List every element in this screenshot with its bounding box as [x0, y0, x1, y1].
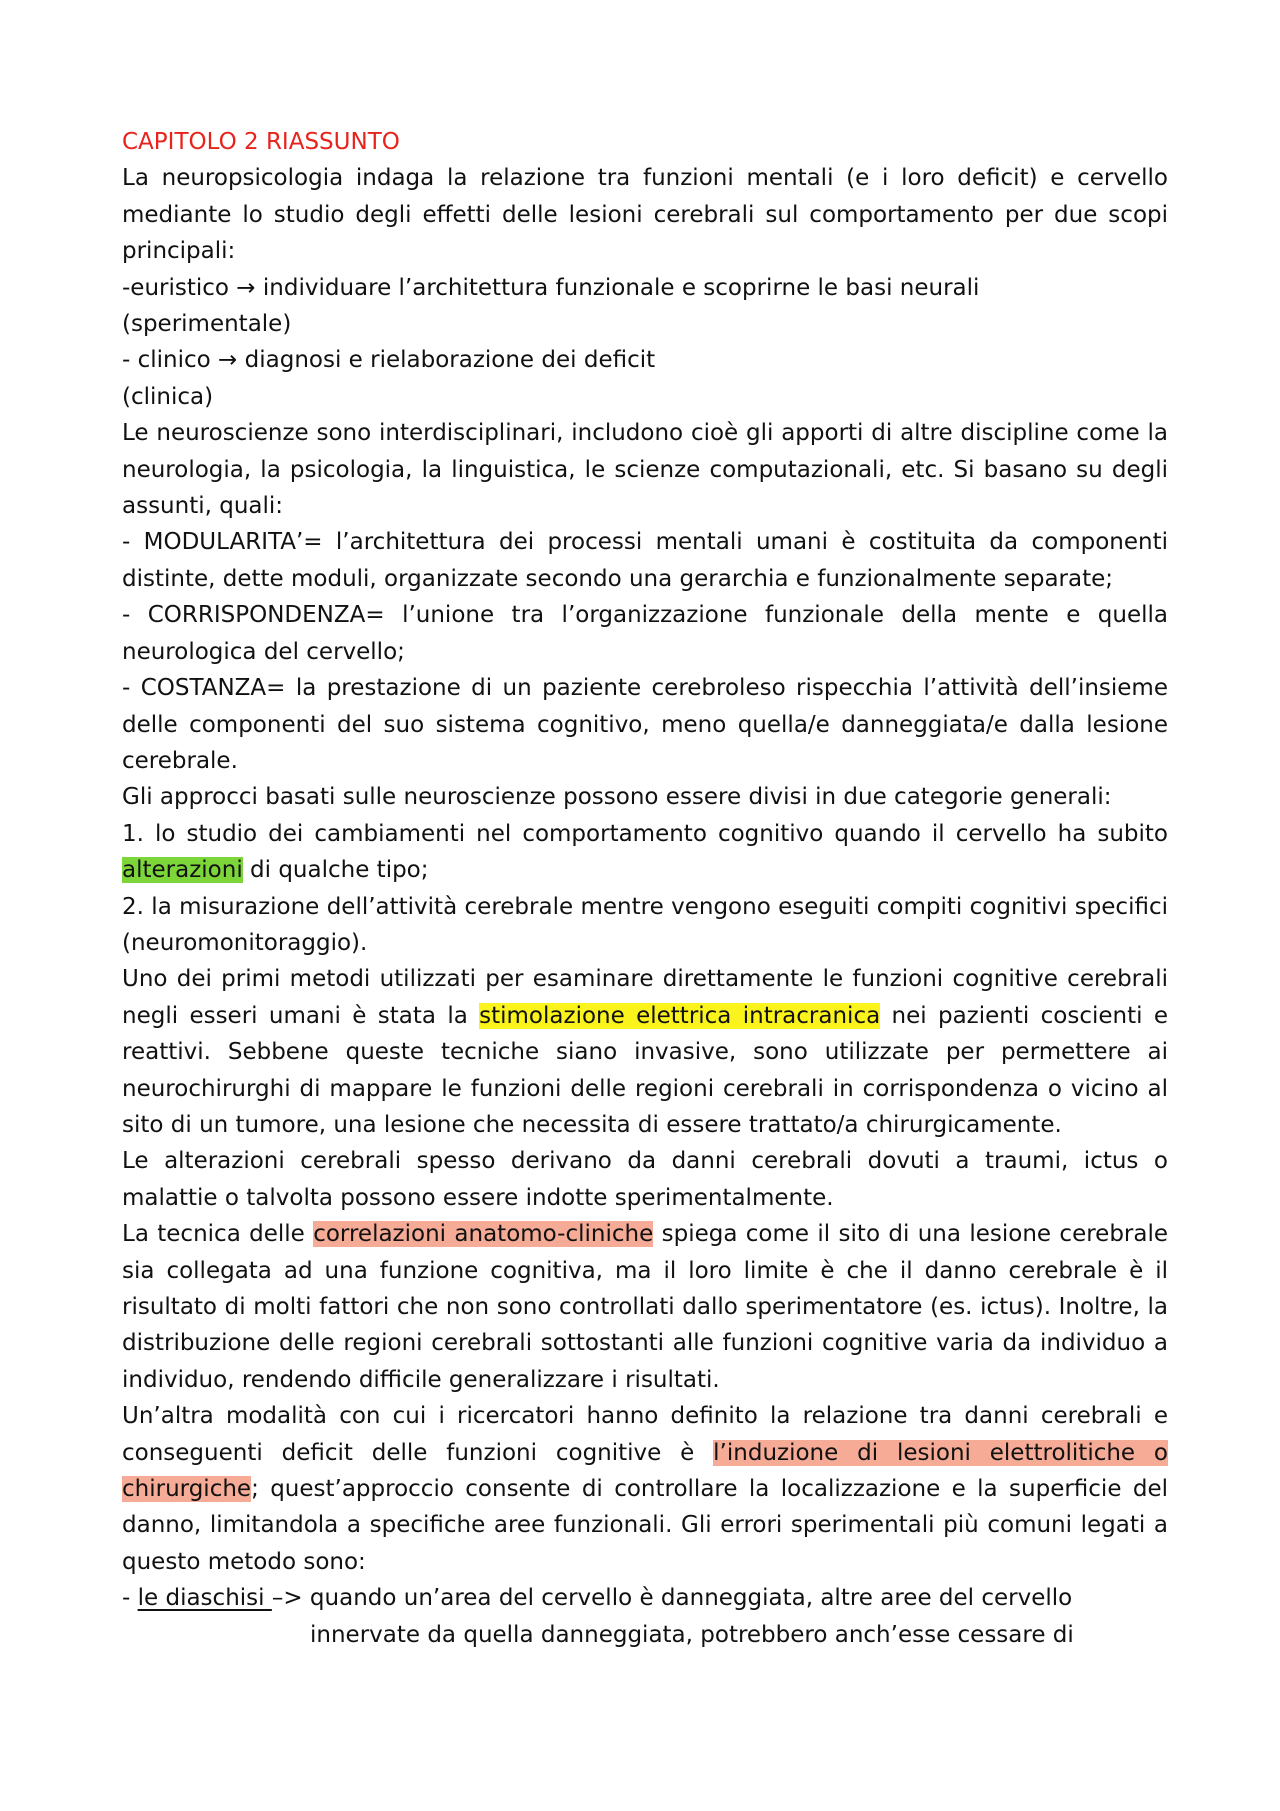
diaschisi-dash: - [122, 1585, 138, 1612]
induction-paragraph [122, 1398, 1168, 1580]
scope-clinico-note: (clinica) [122, 383, 214, 410]
diaschisi-item [122, 1580, 1168, 1616]
approach-one [122, 816, 1168, 889]
stimulation-text: Uno dei primi metodi utilizzati per esaminare direttamente le funzioni cognitive cerebrali negli esseri umani è stata la [122, 966, 1168, 1029]
highlight-alterazioni: alterazioni [122, 857, 243, 884]
scope-clinico [122, 342, 1168, 378]
arrow-icon: –> [271, 1585, 303, 1612]
assumption-corrispondenza: - CORRISPONDENZA= l’unione tra l’organizzazione funzionale della mente e quella neurologica del cervello; [122, 602, 1168, 665]
diaschisi-term: le diaschisi [137, 1585, 272, 1612]
arrow-right-icon: → [218, 347, 238, 374]
stimulation-tail: nei pazienti coscienti e reattivi. Sebbene queste tecniche siano invasive, sono utilizzate per permettere ai neurochirurghi di mappare le funzioni delle regioni cerebrali in corrispondenza o vicino al sito di un tumore, una lesione che necessita di essere trattato/a chirurgicamente. [122, 1002, 1168, 1138]
approach-two: 2. la misurazione dell’attività cerebrale mentre vengono eseguiti compiti cognitivi specifici (neuromonitoraggio). [122, 893, 1168, 956]
assumption-costanza: - COSTANZA= la prestazione di un paziente cerebroleso rispecchia l’attività dell’insieme delle componenti del suo sistema cognitivo, meno quella/e danneggiata/e dalla lesione cerebrale. [122, 675, 1168, 774]
induction-tail: ; quest’approccio consente di controllare la localizzazione e la superficie del danno, limitandola a specifiche aree funzionali. Gli errori sperimentali più comuni legati a questo metodo sono: [122, 1476, 1168, 1575]
highlight-induzione: l’induzione di lesioni elettrolitiche o chirurgiche [122, 1439, 1168, 1503]
approach-one-tail: di qualche tipo; [242, 857, 429, 884]
scope-clinico-prefix: - clinico [122, 347, 219, 374]
chapter-title: CAPITOLO 2 RIASSUNTO [122, 129, 400, 155]
correlations-tail: spiega come il sito di una lesione cerebrale sia collegata ad una funzione cognitiva, ma il loro limite è che il danno cerebrale è il risultato di molti fattori che non sono controllati dallo sperimentatore (es. ictus). Inoltre, la distribuzione delle regioni cerebrali sottostanti alle funzioni cognitive varia da individuo a individuo, rendendo difficile generalizzare i risultati. [122, 1221, 1169, 1393]
correlations-paragraph [122, 1216, 1168, 1398]
alterations-paragraph: Le alterazioni cerebrali spesso derivano da danni cerebrali dovuti a traumi, ictus o malattie o talvolta possono essere indotte sperimentalmente. [122, 1148, 1168, 1211]
correlations-text: La tecnica delle [122, 1221, 314, 1248]
neuroscience-intro-paragraph: Le neuroscienze sono interdisciplinari, includono cioè gli apporti di altre discipline come la neurologia, la psicologia, la linguistica, le scienze computazionali, etc. Si basano su degli assunti, quali: [122, 420, 1168, 520]
diaschisi-line-two: innervate da quella danneggiata, potrebbero anch’esse cessare di [310, 1621, 1074, 1648]
scope-clinico-text: diagnosi e rielaborazione dei deficit [237, 347, 656, 374]
arrow-right-icon: → [236, 274, 256, 301]
approach-one-text: 1. lo studio dei cambiamenti nel comportamento cognitivo quando il cervello ha subito [122, 820, 1168, 847]
document-page [122, 124, 1168, 1653]
highlight-stimolazione: stimolazione elettrica intracranica [479, 1002, 881, 1029]
intro-paragraph: La neuropsicologia indaga la relazione tra funzioni mentali (e i loro deficit) e cervello mediante lo studio degli effetti delle lesioni cerebrali sul comportamento per due scopi principali: [122, 165, 1168, 265]
scope-euristico [122, 270, 1168, 306]
scope-euristico-note: (sperimentale) [122, 311, 292, 338]
assumption-modularita: - MODULARITA’= l’architettura dei processi mentali umani è costituita da componenti distinte, dette moduli, organizzate secondo una gerarchia e funzionalmente separate; [122, 529, 1168, 592]
scope-euristico-text: individuare l’architettura funzionale e scoprirne le basi neurali [255, 274, 980, 301]
approaches-intro: Gli approcci basati sulle neuroscienze possono essere divisi in due categorie generali: [122, 784, 1112, 811]
induction-text: Un’altra modalità con cui i ricercatori hanno definito la relazione tra danni cerebrali e conseguenti deficit delle funzioni cognitive è [122, 1403, 1168, 1466]
diaschisi-line-one: quando un’area del cervello è danneggiata, altre aree del cervello [302, 1585, 1073, 1612]
stimulation-paragraph [122, 961, 1168, 1143]
scope-euristico-prefix: -euristico [122, 274, 237, 301]
highlight-correlazioni: correlazioni anatomo-cliniche [313, 1221, 654, 1248]
